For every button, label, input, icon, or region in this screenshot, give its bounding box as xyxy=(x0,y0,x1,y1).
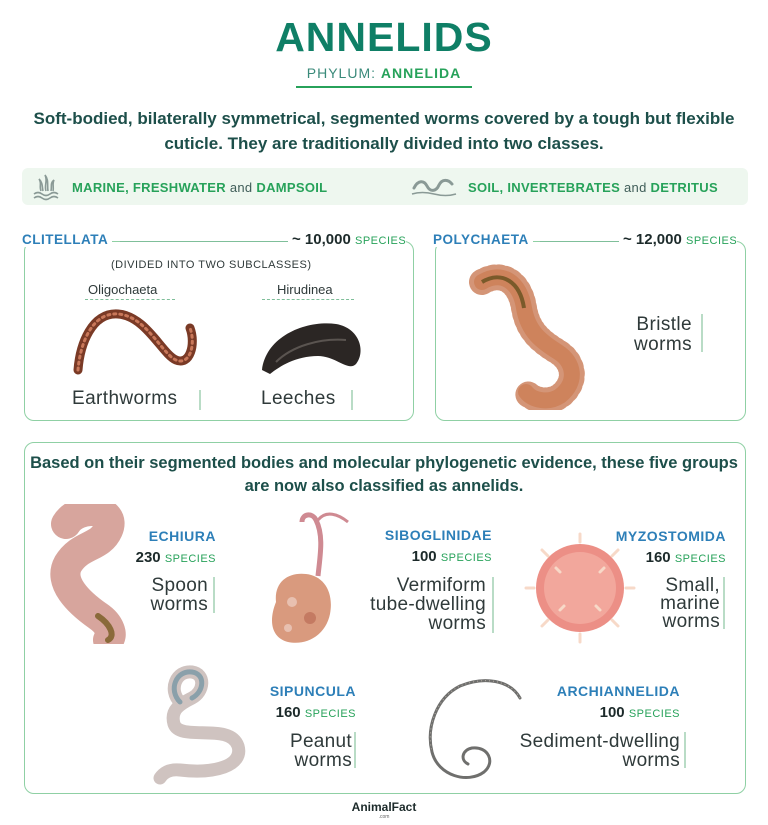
echiura-line2: worms xyxy=(150,594,208,615)
oligochaeta-label: Oligochaeta xyxy=(88,282,158,297)
siboglinidae-species-word: SPECIES xyxy=(440,552,492,564)
page-title: ANNELIDS xyxy=(275,14,493,60)
archiannelida-count xyxy=(570,704,680,721)
myzostomida-bar xyxy=(723,577,725,629)
siboglinidae-line3: worms xyxy=(428,613,486,634)
myzostomida-line3: worms xyxy=(662,611,720,632)
myzostomida-line2: marine xyxy=(660,593,720,614)
echiura-count-value: 230 xyxy=(135,549,161,566)
polychaeta-rule xyxy=(540,241,622,242)
habitat-left-part2: DAMPSOIL xyxy=(256,180,328,195)
archiannelida-line2: worms xyxy=(622,750,680,771)
sipuncula-count xyxy=(246,704,356,721)
archiannelida-name: ARCHIANNELIDA xyxy=(556,683,680,699)
archiannelida-species-word: SPECIES xyxy=(628,708,680,720)
earthworm-illustration xyxy=(66,304,206,376)
leech-illustration xyxy=(256,316,368,382)
siboglinidae-count xyxy=(370,548,492,565)
echiura-bar xyxy=(213,577,215,613)
siboglinidae-line2: tube-dwelling xyxy=(370,594,486,615)
siboglinidae-line1: Vermiform xyxy=(396,575,486,596)
leeches-bar xyxy=(351,390,353,410)
archiannelida-common-name xyxy=(470,732,680,770)
myzostomida-count-value: 160 xyxy=(645,549,671,566)
myzostomida-line1: Small, xyxy=(665,575,720,596)
hirudinea-label: Hirudinea xyxy=(277,282,333,297)
footer-domain: .com xyxy=(378,814,390,820)
clitellata-name: CLITELLATA xyxy=(22,232,112,247)
habitat-right-part2: DETRITUS xyxy=(650,180,718,195)
echiura-name: ECHIURA xyxy=(148,528,216,544)
polychaeta-count-value: ~ 12,000 xyxy=(623,231,682,248)
bristle-line1: Bristle xyxy=(636,314,692,335)
habitat-left xyxy=(72,180,327,195)
intro-text: Soft-bodied, bilaterally symmetrical, segmented worms covered by a tough but flexible cuticle. They are traditionally divided into two classes. xyxy=(33,109,735,153)
bristle-line2: worms xyxy=(634,334,692,355)
habitat-left-and: and xyxy=(229,180,253,195)
hirudinea-underline xyxy=(262,299,354,300)
footer-brand: AnimalFact xyxy=(351,800,417,814)
sipuncula-species-word: SPECIES xyxy=(304,708,356,720)
echiura-common-name xyxy=(110,576,208,614)
polychaeta-bar xyxy=(701,314,703,352)
habitat-right-and: and xyxy=(624,180,647,195)
archiannelida-line1: Sediment-dwelling xyxy=(519,731,680,752)
sipuncula-line1: Peanut xyxy=(289,731,352,752)
siboglinidae-bar xyxy=(492,577,494,633)
habitat-right-part1: SOIL, INVERTEBRATES xyxy=(468,180,621,195)
polychaeta-count xyxy=(619,231,737,248)
clitellata-count-value: ~ 10,000 xyxy=(292,231,351,248)
habitat-left-part1: MARINE, FRESHWATER xyxy=(72,180,226,195)
echiura-species-word: SPECIES xyxy=(164,553,216,565)
myzostomida-species-word: SPECIES xyxy=(674,553,726,565)
sipuncula-common-name xyxy=(258,732,352,770)
clitellata-species-word: SPECIES xyxy=(354,235,407,247)
siboglinidae-common-name xyxy=(330,576,486,633)
sipuncula-count-value: 160 xyxy=(275,704,301,721)
polychaeta-name: POLYCHAETA xyxy=(433,232,533,247)
bristle-worms-common-name xyxy=(600,315,692,355)
clitellata-count xyxy=(288,231,406,248)
phylum-subtitle xyxy=(0,65,768,81)
archiannelid-illustration xyxy=(420,672,530,788)
phylum-label: PHYLUM: xyxy=(306,65,376,81)
subclass-note: (DIVIDED INTO TWO SUBCLASSES) xyxy=(111,259,312,271)
echiura-count xyxy=(110,549,216,566)
siboglinidae-name: SIBOGLINIDAE xyxy=(384,527,492,543)
seaweed-water-icon xyxy=(30,171,62,201)
siboglinidae-count-value: 100 xyxy=(411,548,437,565)
phylum-name: ANNELIDA xyxy=(380,65,462,81)
sipuncula-line2: worms xyxy=(294,750,352,771)
oligochaeta-underline xyxy=(85,299,175,300)
earthworms-bar xyxy=(199,390,201,410)
subtitle-underline xyxy=(296,86,472,88)
spoon-worm-illustration xyxy=(38,504,138,644)
bristle-worm-illustration xyxy=(462,262,598,410)
worm-in-soil-icon xyxy=(410,174,458,198)
leeches-common-name: Leeches xyxy=(261,388,336,409)
myzostomida-count xyxy=(616,549,726,566)
peanut-worm-illustration xyxy=(150,662,254,786)
sipuncula-bar xyxy=(354,732,356,768)
archiannelida-bar xyxy=(684,732,686,768)
earthworms-common-name: Earthworms xyxy=(72,388,178,409)
polychaeta-species-word: SPECIES xyxy=(685,235,738,247)
myzostomida-common-name xyxy=(630,577,720,631)
myzostomida-name: MYZOSTOMIDA xyxy=(615,528,726,544)
other-groups-heading: Based on their segmented bodies and molecular phylogenetic evidence, these five groups are now also classified as annelids. xyxy=(30,454,738,495)
echiura-line1: Spoon xyxy=(151,575,208,596)
clitellata-rule xyxy=(120,241,290,242)
habitat-right xyxy=(468,180,718,195)
sipuncula-name: SIPUNCULA xyxy=(269,683,356,699)
archiannelida-count-value: 100 xyxy=(599,704,625,721)
